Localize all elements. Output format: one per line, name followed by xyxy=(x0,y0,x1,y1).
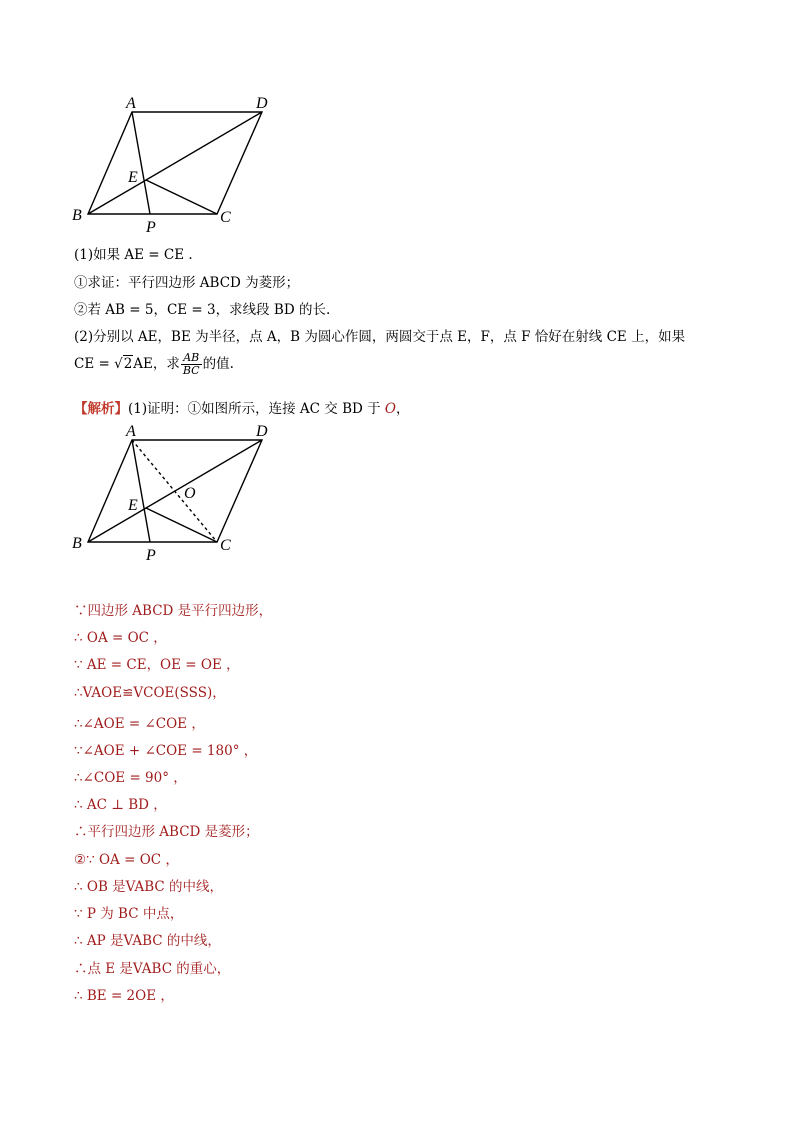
label-A: A xyxy=(126,95,136,112)
fraction-ab-bc: $\frac{AB}{BC}$ xyxy=(182,351,200,377)
condition-prefix: CE = xyxy=(74,356,115,372)
condition-tail: 的值. xyxy=(202,356,234,372)
solution-step: ∴∠AOE = ∠COE ， xyxy=(74,716,205,732)
solution-step: ∵ AE = CE，OE = OE ， xyxy=(74,657,240,673)
solution-step: ∴ BE = 2OE ， xyxy=(74,988,174,1004)
label-E: E xyxy=(128,169,138,186)
solution-step: ∴ OB 是VABC 的中线， xyxy=(74,879,224,895)
figure-parallelogram xyxy=(60,90,290,240)
solution-step: ∵∠AOE + ∠COE = 180° ， xyxy=(74,743,258,759)
label-P: P xyxy=(146,547,156,564)
question-1: (1)如果 AE = CE . xyxy=(74,247,193,263)
question-1-part-2: ②若 AB = 5，CE = 3，求线段 BD 的长. xyxy=(74,302,331,318)
solution-intro-end: ， xyxy=(395,401,410,417)
label-B: B xyxy=(72,207,82,224)
solution-step: ∴ AP 是VABC 的中线， xyxy=(74,933,221,949)
solution-step: ∴∠COE = 90° ， xyxy=(74,770,187,786)
solution-intro-text: (1)证明：①如图所示，连接 AC 交 BD 于 xyxy=(128,401,385,417)
label-D: D xyxy=(256,423,268,440)
label-D: D xyxy=(256,95,268,112)
solution-step: ∴VAOE≌VCOE(SSS)， xyxy=(74,685,226,701)
label-C: C xyxy=(220,209,231,226)
solution-intro xyxy=(74,397,409,417)
label-B: B xyxy=(72,535,82,552)
label-O: O xyxy=(184,485,196,502)
label-C: C xyxy=(220,537,231,554)
sqrt-expression: √2 xyxy=(114,356,133,372)
solution-step: ∴平行四边形 ABCD 是菱形； xyxy=(74,824,259,840)
label-E: E xyxy=(128,497,138,514)
question-2-condition xyxy=(74,352,234,377)
label-P: P xyxy=(146,219,156,236)
solution-step: ∴ AC ⊥ BD ， xyxy=(74,797,167,813)
condition-post: AE，求 xyxy=(133,356,180,372)
solution-step: ∵ P 为 BC 中点， xyxy=(74,906,184,922)
question-1-part-1: ①求证：平行四边形 ABCD 为菱形； xyxy=(74,275,300,291)
solution-tag: 【解析】 xyxy=(74,401,128,417)
solution-step: ∵四边形 ABCD 是平行四边形， xyxy=(74,603,273,619)
point-o: O xyxy=(384,401,396,417)
label-A: A xyxy=(126,423,136,440)
figure-parallelogram-with-diagonal xyxy=(60,418,290,568)
solution-step: ∴点 E 是VABC 的重心， xyxy=(74,961,231,977)
solution-step: ∴ OA = OC ， xyxy=(74,630,167,646)
question-2: (2)分别以 AE，BE 为半径，点 A，B 为圆心作圆，两圆交于点 E，F，点 F 恰好在射线 CE 上，如果 xyxy=(74,329,686,345)
solution-step: ②∵ OA = OC ， xyxy=(74,852,179,868)
